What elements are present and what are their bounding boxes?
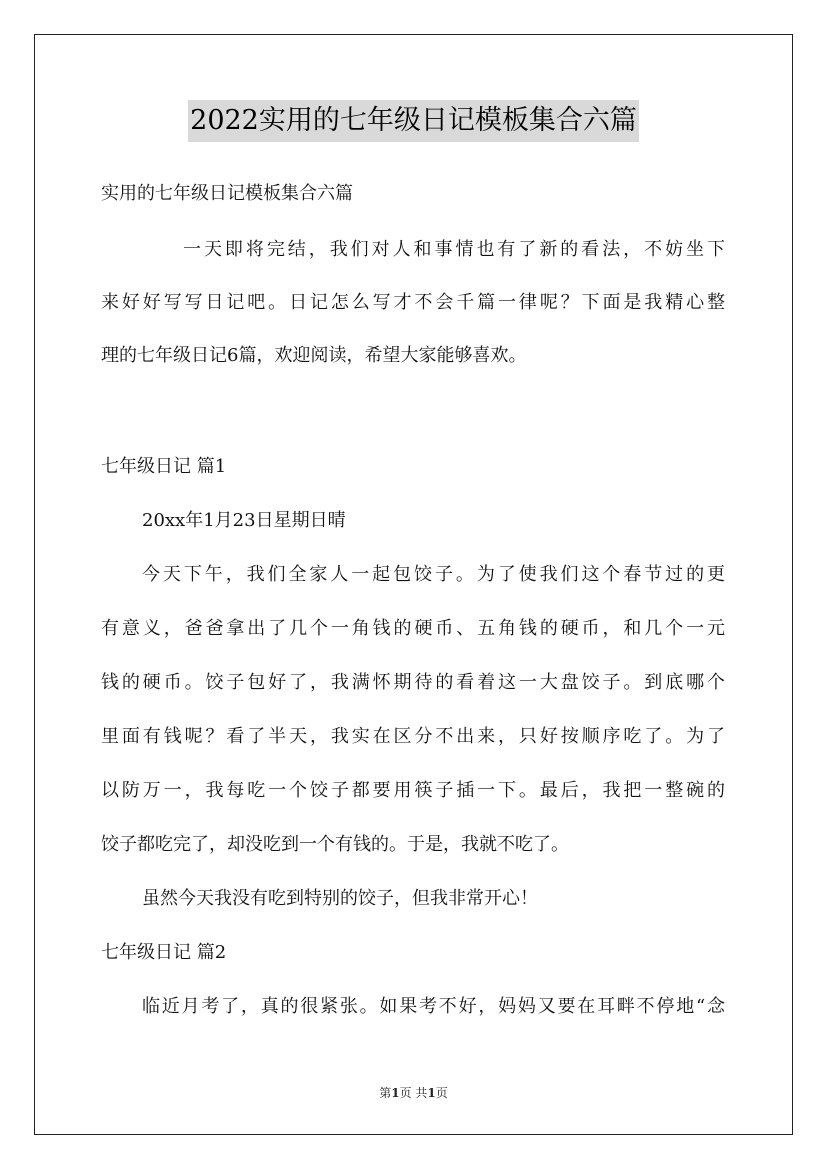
diary-para-line-5: 以防万一，我每吃一个饺子都要用筷子插一下。最后，我把一整碗的 (101, 780, 725, 801)
document-subtitle: 实用的七年级日记模板集合六篇 (101, 183, 353, 204)
intro-line-3: 理的七年级日记6篇，欢迎阅读，希望大家能够喜欢。 (101, 345, 527, 366)
footer-page-number: 1 (391, 1086, 400, 1100)
section-heading-2: 七年级日记 篇2 (101, 942, 227, 963)
diary-para-line-2: 有意义，爸爸拿出了几个一角钱的硬币、五角钱的硬币，和几个一元 (101, 618, 725, 639)
section-heading-1: 七年级日记 篇1 (101, 456, 227, 477)
document-title: 2022实用的七年级日记模板集合六篇 (188, 100, 639, 142)
footer-page-total: 1 (427, 1086, 436, 1100)
diary-date-line: 20xx年1月23日星期日晴 (142, 510, 346, 531)
footer-suffix: 页 (435, 1086, 448, 1100)
diary-para-line-6: 饺子都吃完了，却没吃到一个有钱的。于是，我就不吃了。 (101, 834, 569, 855)
diary-para-line-4: 里面有钱呢？看了半天，我实在区分不出来，只好按顺序吃了。为了 (101, 726, 725, 747)
intro-line-2: 来好好写写日记吧。日记怎么写才不会千篇一律呢？下面是我精心整 (101, 292, 725, 313)
page-footer (0, 1085, 827, 1101)
section2-first-line: 临近月考了，真的很紧张。如果考不好，妈妈又要在耳畔不停地“念 (142, 996, 725, 1017)
title-container (0, 100, 827, 142)
intro-line-1: 一天即将完结，我们对人和事情也有了新的看法，不妨坐下 (183, 239, 725, 260)
diary-para-line-3: 钱的硬币。饺子包好了，我满怀期待的看着这一大盘饺子。到底哪个 (101, 672, 725, 693)
footer-mid: 页 共 (399, 1086, 428, 1100)
diary-para-line-1: 今天下午，我们全家人一起包饺子。为了使我们这个春节过的更 (142, 564, 725, 585)
diary-closing-line: 虽然今天我没有吃到特别的饺子，但我非常开心！ (142, 888, 538, 909)
footer-prefix: 第 (379, 1086, 392, 1100)
